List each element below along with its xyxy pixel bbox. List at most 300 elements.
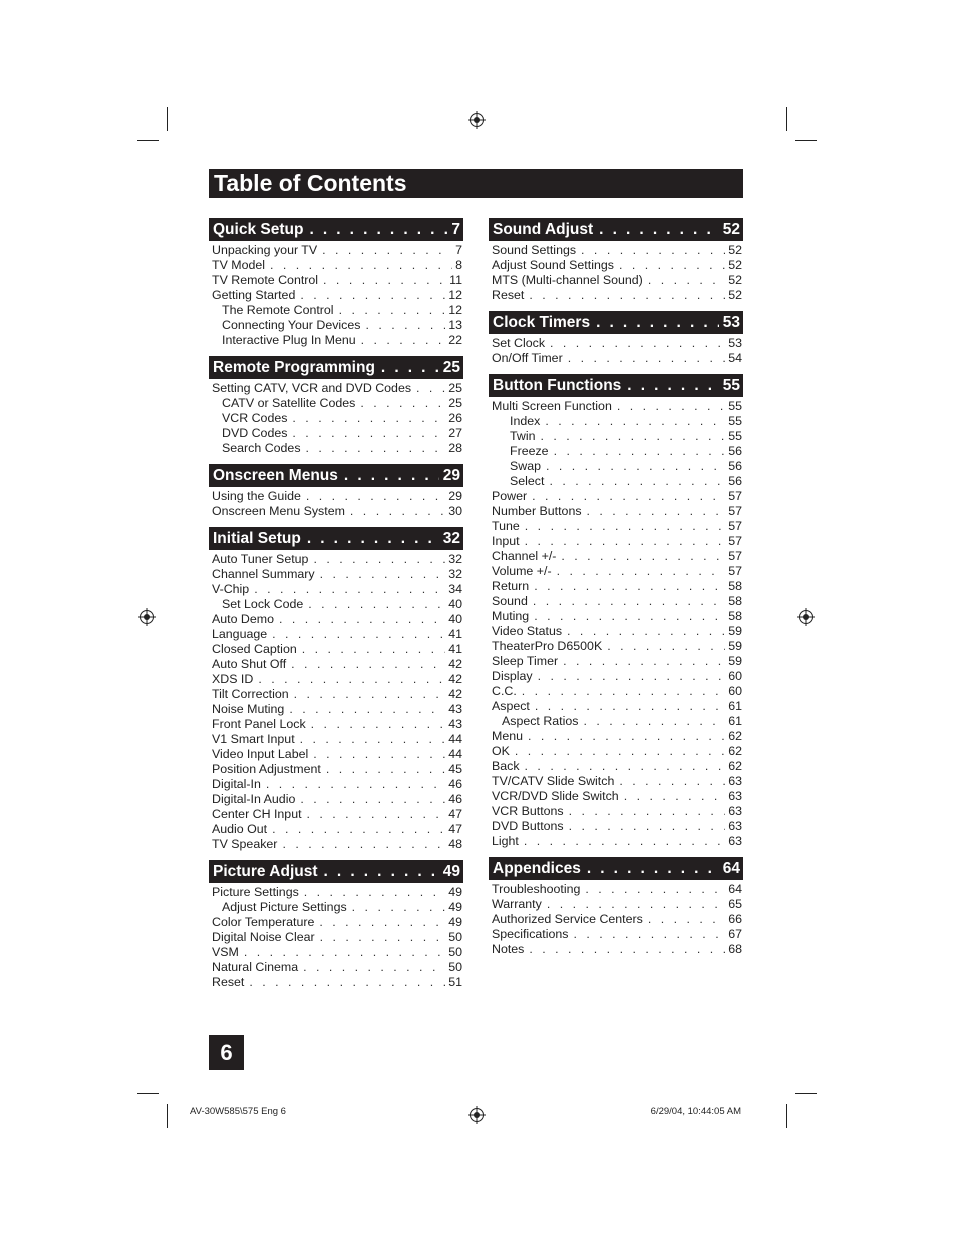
crop-mark bbox=[137, 1093, 159, 1094]
dot-leader bbox=[287, 426, 445, 441]
dot-leader bbox=[643, 912, 725, 927]
entry-page-number: 63 bbox=[728, 834, 742, 848]
entry-page-number: 45 bbox=[448, 762, 462, 776]
entry-label: Tune bbox=[492, 519, 520, 533]
entry-page-number: 63 bbox=[728, 774, 742, 788]
section-page-number: 55 bbox=[722, 377, 740, 394]
registration-mark-icon bbox=[468, 1106, 486, 1124]
toc-entry[interactable] bbox=[209, 597, 463, 612]
toc-section bbox=[489, 857, 743, 957]
toc-entry[interactable] bbox=[489, 534, 743, 549]
toc-entry[interactable] bbox=[489, 639, 743, 654]
toc-entry[interactable] bbox=[209, 930, 463, 945]
toc-entry[interactable] bbox=[209, 777, 463, 792]
entry-label: Front Panel Lock bbox=[212, 717, 306, 731]
dot-leader bbox=[510, 744, 725, 759]
entry-label: Channel Summary bbox=[212, 567, 315, 581]
toc-entry[interactable] bbox=[489, 882, 743, 897]
page-number: 6 bbox=[209, 1035, 244, 1070]
dot-leader bbox=[533, 669, 726, 684]
entry-page-number: 57 bbox=[728, 549, 742, 563]
section-heading[interactable] bbox=[209, 860, 463, 883]
entry-page-number: 57 bbox=[728, 534, 742, 548]
dot-leader bbox=[520, 534, 726, 549]
crop-mark bbox=[795, 140, 817, 141]
toc-entry[interactable] bbox=[489, 504, 743, 519]
toc-entry[interactable] bbox=[209, 672, 463, 687]
dot-leader bbox=[576, 243, 725, 258]
toc-entry[interactable] bbox=[489, 474, 743, 489]
entry-label: Volume +/- bbox=[492, 564, 552, 578]
entry-page-number: 44 bbox=[448, 747, 462, 761]
dot-leader bbox=[249, 582, 445, 597]
entry-label: Channel +/- bbox=[492, 549, 557, 563]
entry-page-number: 26 bbox=[448, 411, 462, 425]
dot-leader bbox=[239, 945, 445, 960]
section-title: Sound Adjust bbox=[493, 221, 594, 238]
entry-page-number: 42 bbox=[448, 672, 462, 686]
section-heading[interactable] bbox=[489, 311, 743, 334]
section-heading[interactable] bbox=[209, 218, 463, 241]
dot-leader bbox=[602, 639, 725, 654]
entry-label: Auto Tuner Setup bbox=[212, 552, 309, 566]
entry-label: On/Off Timer bbox=[492, 351, 563, 365]
entry-page-number: 64 bbox=[728, 882, 742, 896]
dot-leader bbox=[317, 243, 452, 258]
dot-leader bbox=[556, 549, 725, 564]
dot-leader bbox=[267, 627, 445, 642]
toc-section bbox=[489, 374, 743, 849]
dot-leader bbox=[562, 624, 725, 639]
dot-leader bbox=[542, 897, 725, 912]
page-title: Table of Contents bbox=[209, 169, 743, 198]
section-title: Initial Setup bbox=[213, 530, 301, 547]
toc-entry[interactable] bbox=[209, 441, 463, 456]
toc-entry[interactable] bbox=[209, 489, 463, 504]
toc-entry[interactable] bbox=[209, 945, 463, 960]
entry-label: Muting bbox=[492, 609, 530, 623]
dot-leader bbox=[267, 822, 445, 837]
toc-entry[interactable] bbox=[209, 837, 463, 852]
entry-page-number: 42 bbox=[448, 657, 462, 671]
crop-mark bbox=[795, 1093, 817, 1094]
entry-page-number: 58 bbox=[728, 579, 742, 593]
section-entries bbox=[209, 550, 463, 852]
entry-page-number: 34 bbox=[448, 582, 462, 596]
entry-label: Interactive Plug In Menu bbox=[222, 333, 356, 347]
entry-label: Power bbox=[492, 489, 528, 503]
entry-label: Authorized Service Centers bbox=[492, 912, 643, 926]
entry-page-number: 65 bbox=[728, 897, 742, 911]
entry-label: Position Adjustment bbox=[212, 762, 321, 776]
entry-label: Getting Started bbox=[212, 288, 296, 302]
toc-entry[interactable] bbox=[489, 579, 743, 594]
toc-entry[interactable] bbox=[489, 654, 743, 669]
toc-entry[interactable] bbox=[209, 627, 463, 642]
section-page-number: 49 bbox=[442, 863, 460, 880]
entry-page-number: 61 bbox=[728, 699, 742, 713]
entry-page-number: 50 bbox=[448, 930, 462, 944]
dot-leader bbox=[517, 684, 725, 699]
dot-leader bbox=[558, 654, 725, 669]
entry-page-number: 12 bbox=[448, 303, 462, 317]
registration-mark-icon bbox=[797, 608, 815, 626]
entry-page-number: 42 bbox=[448, 687, 462, 701]
toc-entry[interactable] bbox=[209, 612, 463, 627]
section-title: Onscreen Menus bbox=[213, 467, 338, 484]
toc-entry[interactable] bbox=[489, 744, 743, 759]
entry-page-number: 62 bbox=[728, 759, 742, 773]
dot-leader bbox=[299, 885, 445, 900]
crop-mark bbox=[167, 107, 168, 131]
toc-entry[interactable] bbox=[209, 822, 463, 837]
toc-entry[interactable] bbox=[489, 684, 743, 699]
toc-entry[interactable] bbox=[209, 411, 463, 426]
toc-entry[interactable] bbox=[489, 729, 743, 744]
section-heading[interactable] bbox=[489, 218, 743, 241]
toc-entry[interactable] bbox=[209, 426, 463, 441]
toc-entry[interactable] bbox=[209, 318, 463, 333]
entry-page-number: 29 bbox=[448, 489, 462, 503]
entry-page-number: 8 bbox=[455, 258, 462, 272]
section-heading[interactable] bbox=[489, 857, 743, 880]
entry-page-number: 32 bbox=[448, 552, 462, 566]
toc-entry[interactable] bbox=[489, 774, 743, 789]
entry-page-number: 61 bbox=[728, 714, 742, 728]
entry-page-number: 40 bbox=[448, 597, 462, 611]
dot-leader bbox=[347, 900, 446, 915]
toc-entry[interactable] bbox=[489, 459, 743, 474]
entry-label: OK bbox=[492, 744, 510, 758]
dot-leader bbox=[360, 318, 445, 333]
toc-entry[interactable] bbox=[489, 414, 743, 429]
toc-entry[interactable] bbox=[489, 273, 743, 288]
toc-entry[interactable] bbox=[209, 288, 463, 303]
section-page-number: 53 bbox=[722, 314, 740, 331]
entry-label: Reset bbox=[212, 975, 245, 989]
entry-page-number: 58 bbox=[728, 594, 742, 608]
dot-leader bbox=[321, 762, 445, 777]
dot-leader bbox=[303, 597, 445, 612]
dot-leader bbox=[355, 396, 445, 411]
toc-entry[interactable] bbox=[209, 258, 463, 273]
toc-entry[interactable] bbox=[209, 552, 463, 567]
dot-leader bbox=[301, 527, 439, 550]
crop-mark bbox=[786, 1104, 787, 1128]
dot-leader bbox=[563, 351, 726, 366]
registration-mark-icon bbox=[468, 111, 486, 129]
entry-label: Tilt Correction bbox=[212, 687, 289, 701]
entry-label: Warranty bbox=[492, 897, 542, 911]
entry-page-number: 67 bbox=[728, 927, 742, 941]
entry-label: Noise Muting bbox=[212, 702, 285, 716]
entry-page-number: 56 bbox=[728, 444, 742, 458]
toc-section bbox=[209, 527, 463, 852]
toc-entry[interactable] bbox=[489, 351, 743, 366]
toc-entry[interactable] bbox=[489, 594, 743, 609]
dot-leader bbox=[244, 975, 445, 990]
dot-leader bbox=[308, 747, 445, 762]
toc-entry[interactable] bbox=[489, 942, 743, 957]
dot-leader bbox=[545, 336, 725, 351]
entry-page-number: 49 bbox=[448, 915, 462, 929]
section-title: Remote Programming bbox=[213, 359, 375, 376]
toc-entry[interactable] bbox=[209, 807, 463, 822]
dot-leader bbox=[564, 819, 726, 834]
entry-label: Multi Screen Function bbox=[492, 399, 612, 413]
section-entries bbox=[209, 379, 463, 456]
toc-entry[interactable] bbox=[489, 609, 743, 624]
dot-leader bbox=[297, 642, 445, 657]
dot-leader bbox=[253, 672, 445, 687]
dot-leader bbox=[314, 915, 445, 930]
dot-leader bbox=[295, 792, 445, 807]
toc-entry[interactable] bbox=[489, 669, 743, 684]
toc-entry[interactable] bbox=[209, 657, 463, 672]
entry-label: XDS ID bbox=[212, 672, 254, 686]
entry-label: Unpacking your TV bbox=[212, 243, 318, 257]
section-title: Appendices bbox=[493, 860, 581, 877]
entry-page-number: 52 bbox=[728, 258, 742, 272]
entry-page-number: 40 bbox=[448, 612, 462, 626]
entry-label: Select bbox=[510, 474, 545, 488]
dot-leader bbox=[614, 258, 725, 273]
dot-leader bbox=[286, 657, 445, 672]
dot-leader bbox=[582, 504, 726, 519]
dot-leader bbox=[564, 804, 726, 819]
entry-label: TV Speaker bbox=[212, 837, 278, 851]
entry-label: Menu bbox=[492, 729, 523, 743]
dot-leader bbox=[356, 333, 446, 348]
entry-label: Return bbox=[492, 579, 530, 593]
toc-entry[interactable] bbox=[489, 258, 743, 273]
toc-entry[interactable] bbox=[489, 759, 743, 774]
entry-page-number: 41 bbox=[448, 627, 462, 641]
toc-entry[interactable] bbox=[209, 885, 463, 900]
dot-leader bbox=[524, 942, 725, 957]
entry-label: TV Remote Control bbox=[212, 273, 319, 287]
dot-leader bbox=[527, 489, 725, 504]
toc-entry[interactable] bbox=[489, 624, 743, 639]
toc-entry[interactable] bbox=[489, 699, 743, 714]
entry-page-number: 57 bbox=[728, 519, 742, 533]
toc-entry[interactable] bbox=[209, 975, 463, 990]
toc-entry[interactable] bbox=[489, 399, 743, 414]
toc-section bbox=[209, 464, 463, 519]
entry-label: Reset bbox=[492, 288, 525, 302]
entry-label: Troubleshooting bbox=[492, 882, 581, 896]
entry-label: Color Temperature bbox=[212, 915, 315, 929]
dot-leader bbox=[411, 381, 445, 396]
entry-label: Digital Noise Clear bbox=[212, 930, 315, 944]
dot-leader bbox=[578, 714, 725, 729]
toc-entry[interactable] bbox=[209, 567, 463, 582]
entry-label: Video Status bbox=[492, 624, 563, 638]
toc-entry[interactable] bbox=[209, 582, 463, 597]
entry-page-number: 28 bbox=[448, 441, 462, 455]
dot-leader bbox=[529, 609, 725, 624]
dot-leader bbox=[590, 311, 719, 334]
entry-page-number: 55 bbox=[728, 429, 742, 443]
entry-label: Aspect bbox=[492, 699, 530, 713]
toc-entry[interactable] bbox=[489, 519, 743, 534]
toc-section bbox=[209, 218, 463, 348]
entry-page-number: 7 bbox=[455, 243, 462, 257]
section-entries bbox=[209, 241, 463, 348]
entry-label: Auto Shut Off bbox=[212, 657, 287, 671]
entry-label: TV Model bbox=[212, 258, 266, 272]
entry-page-number: 55 bbox=[728, 414, 742, 428]
toc-entry[interactable] bbox=[489, 927, 743, 942]
entry-label: Setting CATV, VCR and DVD Codes bbox=[212, 381, 412, 395]
entry-page-number: 53 bbox=[728, 336, 742, 350]
dot-leader bbox=[318, 273, 446, 288]
entry-page-number: 41 bbox=[448, 642, 462, 656]
toc-entry[interactable] bbox=[209, 243, 463, 258]
entry-page-number: 55 bbox=[728, 399, 742, 413]
section-entries bbox=[209, 883, 463, 990]
toc-entry[interactable] bbox=[489, 804, 743, 819]
entry-page-number: 50 bbox=[448, 960, 462, 974]
toc-entry[interactable] bbox=[209, 792, 463, 807]
dot-leader bbox=[301, 489, 445, 504]
section-heading[interactable] bbox=[209, 356, 463, 379]
section-entries bbox=[209, 487, 463, 519]
entry-page-number: 52 bbox=[728, 243, 742, 257]
toc-entry[interactable] bbox=[209, 747, 463, 762]
entry-page-number: 32 bbox=[448, 567, 462, 581]
toc-entry[interactable] bbox=[209, 504, 463, 519]
toc-entry[interactable] bbox=[489, 288, 743, 303]
toc-entry[interactable] bbox=[209, 303, 463, 318]
dot-leader bbox=[274, 612, 445, 627]
entry-page-number: 62 bbox=[728, 744, 742, 758]
toc-entry[interactable] bbox=[209, 381, 463, 396]
section-page-number: 32 bbox=[442, 530, 460, 547]
section-title: Button Functions bbox=[493, 377, 622, 394]
dot-leader bbox=[277, 837, 445, 852]
entry-label: Sound Settings bbox=[492, 243, 577, 257]
toc-entry[interactable] bbox=[209, 717, 463, 732]
dot-leader bbox=[540, 414, 725, 429]
footer-file-info: AV-30W585\575 Eng 6 bbox=[190, 1106, 286, 1117]
toc-entry[interactable] bbox=[489, 549, 743, 564]
toc-entry[interactable] bbox=[209, 915, 463, 930]
dot-leader bbox=[338, 464, 439, 487]
toc-entry[interactable] bbox=[489, 489, 743, 504]
dot-leader bbox=[593, 218, 719, 241]
dot-leader bbox=[529, 579, 725, 594]
entry-label: Set Lock Code bbox=[222, 597, 304, 611]
toc-entry[interactable] bbox=[489, 714, 743, 729]
entry-label: DVD Codes bbox=[222, 426, 288, 440]
toc-entry[interactable] bbox=[489, 834, 743, 849]
dot-leader bbox=[306, 717, 446, 732]
entry-label: Input bbox=[492, 534, 520, 548]
footer-timestamp: 6/29/04, 10:44:05 AM bbox=[650, 1106, 741, 1117]
toc-entry[interactable] bbox=[209, 333, 463, 348]
dot-leader bbox=[520, 519, 725, 534]
dot-leader bbox=[318, 860, 439, 883]
toc-entry[interactable] bbox=[489, 897, 743, 912]
dot-leader bbox=[544, 474, 725, 489]
dot-leader bbox=[375, 356, 439, 379]
dot-leader bbox=[302, 807, 446, 822]
toc-entry[interactable] bbox=[209, 762, 463, 777]
toc-entry[interactable] bbox=[489, 429, 743, 444]
entry-label: Number Buttons bbox=[492, 504, 582, 518]
entry-label: Adjust Picture Settings bbox=[222, 900, 347, 914]
section-heading[interactable] bbox=[489, 374, 743, 397]
entry-page-number: 27 bbox=[448, 426, 462, 440]
section-page-number: 29 bbox=[442, 467, 460, 484]
dot-leader bbox=[528, 594, 725, 609]
toc-entry[interactable] bbox=[489, 564, 743, 579]
dot-leader bbox=[520, 759, 726, 774]
entry-label: The Remote Control bbox=[222, 303, 334, 317]
crop-mark bbox=[137, 140, 159, 141]
toc-entry[interactable] bbox=[209, 273, 463, 288]
toc-entry[interactable] bbox=[489, 336, 743, 351]
entry-page-number: 50 bbox=[448, 945, 462, 959]
dot-leader bbox=[345, 504, 445, 519]
entry-label: Center CH Input bbox=[212, 807, 302, 821]
dot-leader bbox=[541, 459, 725, 474]
entry-page-number: 56 bbox=[728, 474, 742, 488]
entry-label: Search Codes bbox=[222, 441, 301, 455]
entry-label: Swap bbox=[510, 459, 541, 473]
toc-entry[interactable] bbox=[489, 789, 743, 804]
section-entries bbox=[489, 880, 743, 957]
section-heading[interactable] bbox=[209, 464, 463, 487]
dot-leader bbox=[530, 699, 725, 714]
entry-label: Sound bbox=[492, 594, 528, 608]
entry-page-number: 47 bbox=[448, 822, 462, 836]
dot-leader bbox=[619, 789, 726, 804]
toc-entry[interactable] bbox=[209, 732, 463, 747]
toc-entry[interactable] bbox=[209, 900, 463, 915]
entry-label: Connecting Your Devices bbox=[222, 318, 361, 332]
entry-label: Natural Cinema bbox=[212, 960, 299, 974]
entry-page-number: 57 bbox=[728, 489, 742, 503]
entry-page-number: 56 bbox=[728, 459, 742, 473]
section-page-number: 25 bbox=[442, 359, 460, 376]
entry-page-number: 59 bbox=[728, 639, 742, 653]
entry-page-number: 44 bbox=[448, 732, 462, 746]
section-heading[interactable] bbox=[209, 527, 463, 550]
entry-page-number: 66 bbox=[728, 912, 742, 926]
entry-label: Twin bbox=[510, 429, 536, 443]
toc-entry[interactable] bbox=[209, 702, 463, 717]
dot-leader bbox=[523, 729, 725, 744]
dot-leader bbox=[295, 732, 446, 747]
dot-leader bbox=[519, 834, 725, 849]
entry-page-number: 59 bbox=[728, 654, 742, 668]
toc-entry[interactable] bbox=[209, 687, 463, 702]
toc-entry[interactable] bbox=[489, 912, 743, 927]
dot-leader bbox=[334, 303, 446, 318]
toc-entry[interactable] bbox=[489, 243, 743, 258]
toc-entry[interactable] bbox=[209, 642, 463, 657]
toc-entry[interactable] bbox=[209, 960, 463, 975]
toc-entry[interactable] bbox=[209, 396, 463, 411]
entry-label: Aspect Ratios bbox=[502, 714, 579, 728]
entry-page-number: 62 bbox=[728, 729, 742, 743]
entry-page-number: 59 bbox=[728, 624, 742, 638]
toc-entry[interactable] bbox=[489, 819, 743, 834]
dot-leader bbox=[643, 273, 725, 288]
toc-entry[interactable] bbox=[489, 444, 743, 459]
